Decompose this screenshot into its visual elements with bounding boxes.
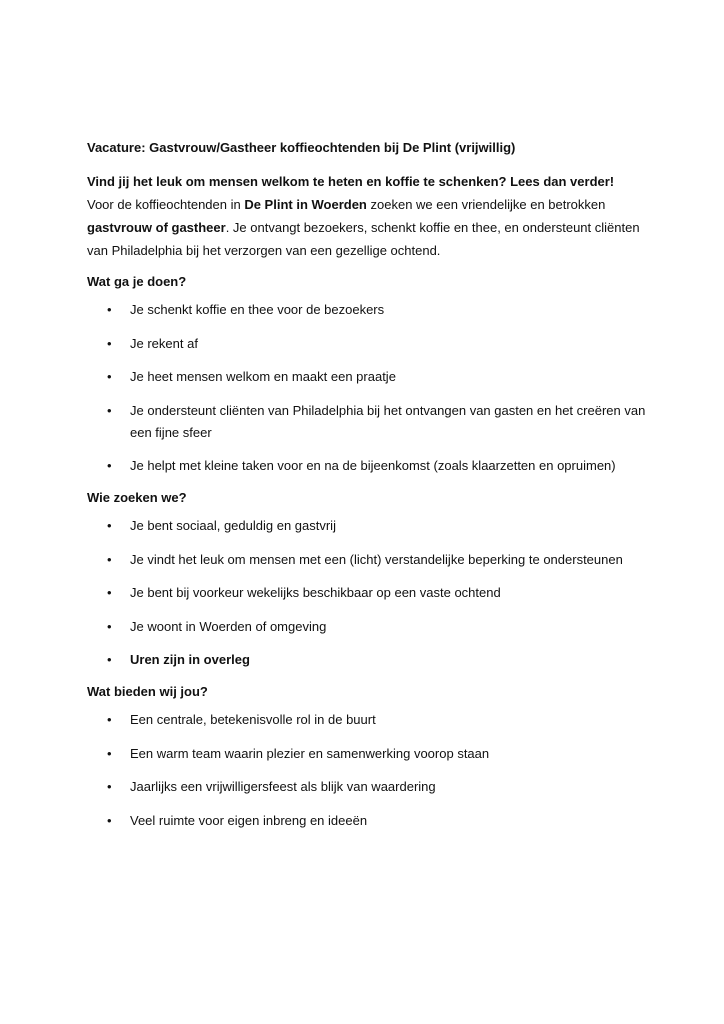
intro-location: De Plint in Woerden bbox=[244, 197, 367, 212]
list-item bbox=[87, 366, 647, 388]
list-item-text: Je heet mensen welkom en maakt een praatje bbox=[130, 369, 396, 384]
list-item bbox=[87, 400, 647, 444]
intro-text: Voor de koffieochtenden in bbox=[87, 197, 245, 212]
section-heading: Wat bieden wij jou? bbox=[87, 684, 208, 699]
intro-paragraph bbox=[87, 170, 647, 262]
bullet-list bbox=[87, 515, 647, 671]
list-item-text: Jaarlijks een vrijwilligersfeest als blijk van waardering bbox=[130, 779, 436, 794]
list-item bbox=[87, 709, 647, 731]
list-item bbox=[87, 776, 647, 798]
bullet-icon: • bbox=[107, 335, 112, 351]
list-item bbox=[87, 616, 647, 638]
bullet-icon: • bbox=[107, 302, 112, 317]
section-heading: Wie zoeken we? bbox=[87, 490, 187, 505]
bullet-icon: • bbox=[107, 712, 112, 727]
list-item bbox=[87, 299, 647, 321]
bullet-icon: • bbox=[107, 812, 112, 828]
list-item-text: Je ondersteunt cliënten van Philadelphia bij het ontvangen van gasten en het creëren van een fijne sfeer bbox=[130, 402, 646, 440]
bullet-icon: • bbox=[107, 518, 112, 533]
list-item-text: Uren zijn in overleg bbox=[130, 652, 250, 667]
list-item-text: Een warm team waarin plezier en samenwerking voorop staan bbox=[130, 745, 490, 761]
list-item-text: Je vindt het leuk om mensen met een (licht) verstandelijke beperking te ondersteunen bbox=[130, 551, 623, 567]
list-item bbox=[87, 810, 647, 832]
list-item-text: Je rekent af bbox=[130, 335, 198, 351]
document-title: Vacature: Gastvrouw/Gastheer koffieochtenden bij De Plint (vrijwillig) bbox=[87, 140, 516, 155]
bullet-icon: • bbox=[107, 402, 112, 418]
intro-text: zoeken we een vriendelijke en betrokken bbox=[366, 197, 606, 212]
list-item-text: Je woont in Woerden of omgeving bbox=[130, 618, 327, 634]
bullet-icon: • bbox=[107, 779, 112, 794]
intro-role: gastvrouw of gastheer bbox=[87, 220, 226, 235]
list-item bbox=[87, 582, 647, 604]
bullet-icon: • bbox=[107, 458, 112, 473]
bullet-icon: • bbox=[107, 585, 112, 600]
list-item-text: Je helpt met kleine taken voor en na de bijeenkomst (zoals klaarzetten en opruimen) bbox=[130, 458, 616, 473]
sections bbox=[87, 271, 647, 832]
intro-lead: Vind jij het leuk om mensen welkom te heten en koffie te schenken? Lees dan verder! bbox=[87, 174, 615, 189]
section-heading: Wat ga je doen? bbox=[87, 274, 187, 289]
list-item-text: Je bent sociaal, geduldig en gastvrij bbox=[130, 518, 336, 533]
list-item-text: Je bent bij voorkeur wekelijks beschikbaar op een vaste ochtend bbox=[130, 585, 501, 600]
list-item-text: Een centrale, betekenisvolle rol in de buurt bbox=[130, 712, 376, 727]
bullet-icon: • bbox=[107, 551, 112, 567]
bullet-icon: • bbox=[107, 618, 112, 634]
list-item-text: Veel ruimte voor eigen inbreng en ideeën bbox=[130, 812, 368, 828]
intro-text: . Je ontvangt bezoekers, schenkt koffie en thee, en ondersteunt cliënten van Philadelphia bij het verzorgen van een gezellige ochtend. bbox=[87, 220, 640, 258]
bullet-icon: • bbox=[107, 369, 112, 384]
list-item bbox=[87, 515, 647, 537]
bullet-icon: • bbox=[107, 745, 112, 761]
list-item bbox=[87, 455, 647, 477]
bullet-icon: • bbox=[107, 652, 112, 667]
list-item bbox=[87, 743, 647, 765]
list-item bbox=[87, 649, 647, 671]
list-item bbox=[87, 333, 647, 355]
document-body bbox=[87, 137, 647, 842]
list-item-text: Je schenkt koffie en thee voor de bezoekers bbox=[130, 302, 385, 317]
bullet-list bbox=[87, 709, 647, 832]
bullet-list bbox=[87, 299, 647, 477]
list-item bbox=[87, 549, 647, 571]
